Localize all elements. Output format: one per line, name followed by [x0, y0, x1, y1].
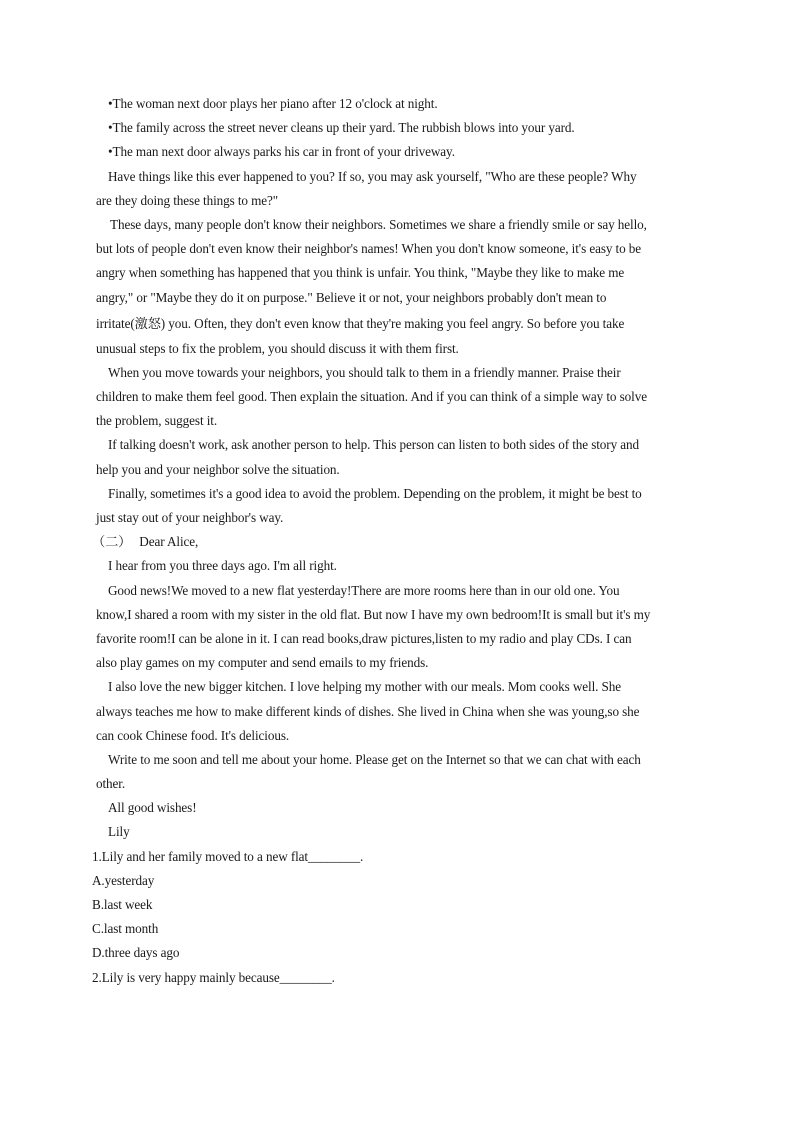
paragraph-line: other. — [96, 776, 126, 792]
paragraph — [96, 675, 700, 748]
bullet-item: •The family across the street never cleans up their yard. The rubbish blows into your yard. — [108, 120, 575, 136]
letter-signature: Lily — [108, 824, 130, 840]
paragraph-line: are they doing these things to me?" — [96, 192, 279, 208]
paragraph-line: also play games on my computer and send emails to my friends. — [96, 655, 429, 671]
paragraph-line: angry when something has happened that you think is unfair. You think, "Maybe they like to make me — [96, 265, 625, 281]
paragraph-line: can cook Chinese food. It's delicious. — [96, 727, 290, 743]
paragraph-line: just stay out of your neighbor's way. — [96, 510, 284, 525]
paragraph-line: help you and your neighbor solve the situation. — [96, 461, 340, 477]
question-option: B.last week — [92, 897, 153, 912]
letter-closing: All good wishes! — [108, 800, 197, 816]
paragraph-line: favorite room!I can be alone in it. I can read books,draw pictures,listen to my radio and play CDs. I can — [96, 630, 632, 646]
paragraph — [96, 213, 700, 361]
paragraph-line: If talking doesn't work, ask another person to help. This person can listen to both sides of the story and — [108, 437, 640, 453]
paragraph-line: always teaches me how to make different kinds of dishes. She lived in China when she was young,so she — [96, 703, 640, 719]
question-option: C.last month — [92, 921, 159, 937]
paragraph — [96, 554, 700, 578]
question-option: A.yesterday — [92, 872, 155, 888]
paragraph — [96, 433, 700, 481]
paragraph-line: know,I shared a room with my sister in the old flat. But now I have my own bedroom!It is small but it's my — [96, 606, 651, 622]
paragraph — [96, 748, 700, 796]
paragraph-line: angry," or "Maybe they do it on purpose." Believe it or not, your neighbors probably don't mean to — [96, 289, 607, 305]
paragraph — [96, 579, 700, 676]
paragraph-line: When you move towards your neighbors, you should talk to them in a friendly manner. Praise their — [108, 364, 621, 380]
paragraph — [96, 165, 700, 213]
question-stem: 1.Lily and her family moved to a new flat________. — [92, 848, 364, 864]
paragraph-line: I hear from you three days ago. I'm all right. — [108, 558, 337, 574]
question-option: D.three days ago — [92, 945, 180, 961]
paragraph-line: unusual steps to fix the problem, you should discuss it with them first. — [96, 340, 459, 356]
question-stem: 2.Lily is very happy mainly because________. — [92, 969, 335, 985]
paragraph-line: These days, many people don't know their neighbors. Sometimes we share a friendly smile or say hello, — [110, 216, 647, 232]
paragraph-line: the problem, suggest it. — [96, 413, 218, 429]
question — [92, 845, 700, 966]
letter-heading — [92, 530, 700, 554]
salutation: Dear Alice, — [139, 534, 199, 550]
bullet-list — [96, 92, 700, 165]
paragraph — [96, 361, 700, 434]
document-page — [92, 92, 700, 990]
paragraph-line: Write to me soon and tell me about your home. Please get on the Internet so that we can chat with each — [108, 751, 641, 767]
paragraph-line: I also love the new bigger kitchen. I love helping my mother with our meals. Mom cooks well. She — [108, 679, 622, 695]
bullet-item: •The woman next door plays her piano after 12 o'clock at night. — [108, 96, 438, 111]
question — [92, 966, 700, 990]
paragraph — [96, 482, 700, 530]
paragraph-line: Good news!We moved to a new flat yesterday!There are more rooms here than in our old one. You — [108, 582, 620, 598]
paragraph-line: Have things like this ever happened to you? If so, you may ask yourself, "Who are these people? Why — [108, 168, 637, 184]
paragraph-line: Finally, sometimes it's a good idea to avoid the problem. Depending on the problem, it might be best to — [108, 485, 642, 501]
paragraph-line: but lots of people don't even know their neighbor's names! When you don't know someone, it's easy to be — [96, 241, 642, 257]
paragraph-line: children to make them feel good. Then explain the situation. And if you can think of a simple way to solve — [96, 389, 647, 405]
section-marker: （二） — [92, 534, 132, 550]
paragraph-line: irritate(激怒) you. Often, they don't even know that they're making you feel angry. So before you take — [96, 315, 625, 331]
bullet-item: •The man next door always parks his car in front of your driveway. — [108, 144, 455, 160]
